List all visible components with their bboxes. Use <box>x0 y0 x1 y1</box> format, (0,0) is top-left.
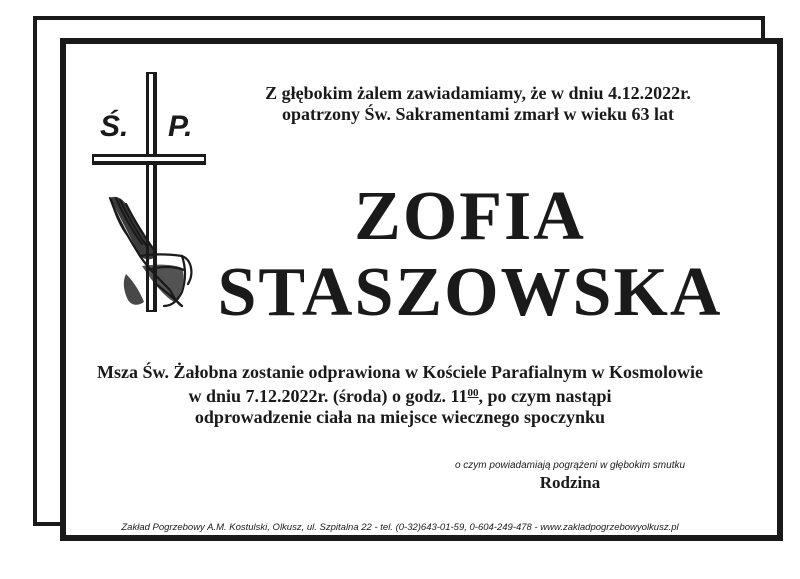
mass-line <box>62 383 738 407</box>
cross-label-left: Ś. <box>100 110 129 143</box>
mass-line-continuation: , po czym nastąpi <box>478 386 612 406</box>
mass-time-minutes: 00 <box>467 387 479 399</box>
mass-date-time: w dniu 7.12.2022r. (środa) o godz. 11 <box>188 386 468 406</box>
mass-details <box>62 362 738 428</box>
mass-line: Msza Św. Żałobna zostanie odprawiona w Kościele Parafialnym w Kosmolowie <box>97 362 703 382</box>
deceased-last-name: STASZOWSKA <box>217 254 723 331</box>
mourners-note: o czym powiadamiają pogrążeni w głębokim smutku <box>454 460 686 471</box>
intro-line: Z głębokim żalem zawiadamiamy, że w dniu 4.12.2022r. <box>265 83 691 103</box>
announcement-intro <box>228 83 728 125</box>
cross-label-right: P. <box>168 110 193 143</box>
funeral-home-footer: Zakład Pogrzebowy A.M. Kostulski, Olkusz, ul. Szpitalna 22 - tel. (0-32)643-01-59, 0-604-249-478 - www.zakladpogrzebowyolkusz.pl <box>121 522 679 533</box>
signature: Rodzina <box>539 473 601 492</box>
deceased-first-name: ZOFIA <box>354 178 586 255</box>
intro-line: opatrzony Św. Sakramentami zmarł w wieku 63 lat <box>282 104 674 124</box>
mass-line: odprowadzenie ciała na miejsce wiecznego spoczynku <box>194 407 606 427</box>
